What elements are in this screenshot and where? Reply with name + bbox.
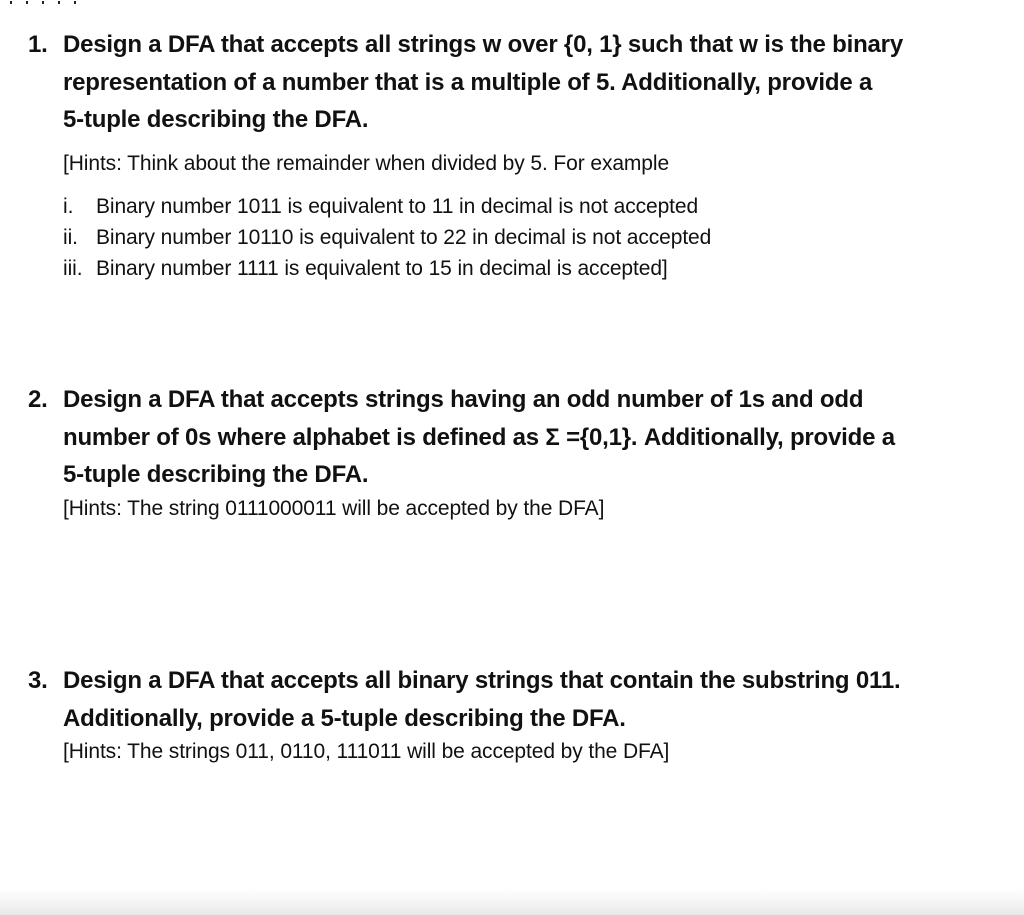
- question-1-line-1: Design a DFA that accepts all strings w over {0, 1} such that w is the binary: [63, 31, 903, 58]
- question-2: [0, 381, 1024, 524]
- hint-list-marker: ii.: [63, 225, 78, 249]
- question-1-line-2: representation of a number that is a multiple of 5. Additionally, provide a: [63, 68, 873, 96]
- hint-list-marker: i.: [63, 194, 74, 218]
- question-1-prompt: [0, 26, 1024, 139]
- question-1-line-3: 5-tuple describing the DFA.: [63, 106, 369, 133]
- hint-list-marker: iii.: [63, 256, 83, 280]
- hint-list-item: [0, 191, 1024, 222]
- hint-list-text: Binary number 10110 is equivalent to 22 in decimal is not accepted: [96, 225, 712, 249]
- cropped-text-fragment: [10, 0, 150, 4]
- question-3-line-1: Design a DFA that accepts all binary strings that contain the substring 011.: [63, 667, 901, 694]
- question-3-hint: [Hints: The strings 011, 0110, 111011 will be accepted by the DFA]: [63, 740, 670, 763]
- question-2-line-2: number of 0s where alphabet is defined as Σ ={0,1}. Additionally, provide a: [63, 423, 895, 451]
- question-3-number: 3.: [28, 667, 48, 694]
- question-2-line-1: Design a DFA that accepts strings having an odd number of 1s and odd: [63, 386, 864, 413]
- question-3-prompt: [0, 662, 1024, 737]
- hint-list-text: Binary number 1111 is equivalent to 15 in decimal is accepted]: [96, 256, 668, 280]
- question-1-number: 1.: [28, 31, 48, 58]
- question-2-hint: [Hints: The string 0111000011 will be accepted by the DFA]: [63, 496, 605, 520]
- question-2-line-3: 5-tuple describing the DFA.: [63, 461, 369, 488]
- question-1: [0, 26, 1024, 284]
- hint-list-text: Binary number 1011 is equivalent to 11 in decimal is not accepted: [96, 194, 699, 218]
- hint-list-item: [0, 222, 1024, 253]
- page-bottom-shadow: [0, 889, 1024, 915]
- question-3: [0, 662, 1024, 767]
- question-1-hint-list: [0, 191, 1024, 284]
- question-2-prompt: [0, 381, 1024, 494]
- question-2-number: 2.: [28, 386, 48, 413]
- hint-list-item: [0, 253, 1024, 284]
- question-3-line-2: Additionally, provide a 5-tuple describing the DFA.: [63, 704, 626, 732]
- question-1-hint-intro: [Hints: Think about the remainder when divided by 5. For example: [63, 151, 670, 175]
